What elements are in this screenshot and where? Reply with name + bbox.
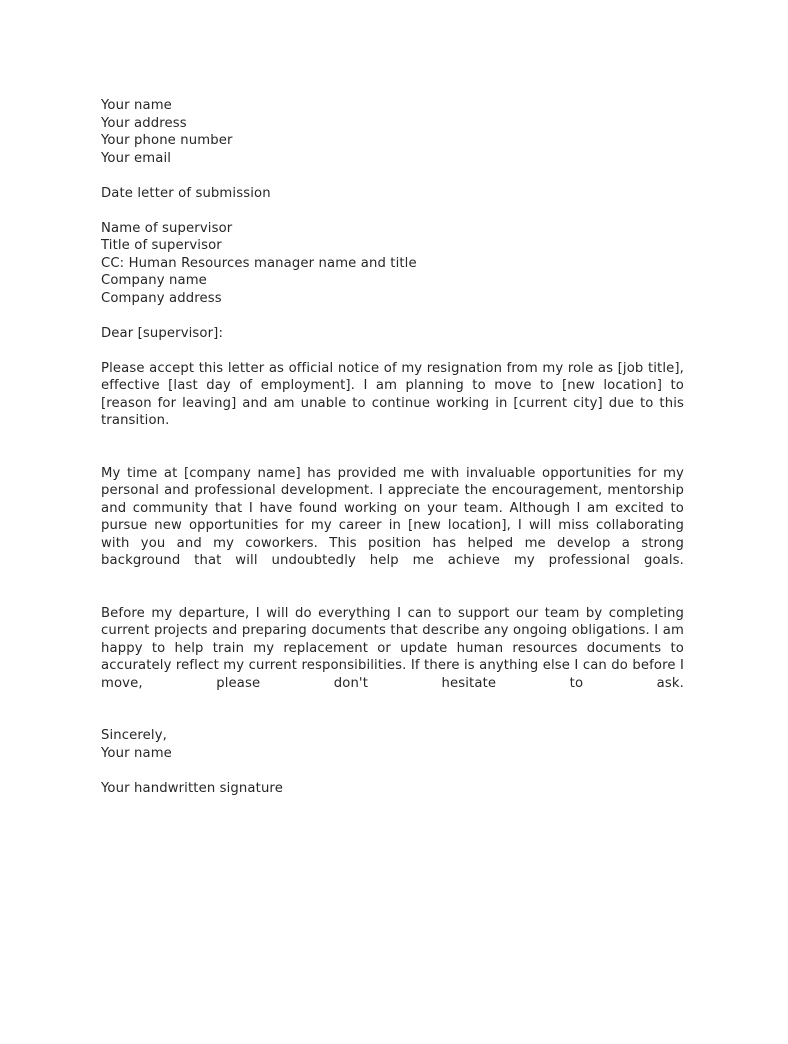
spacer-after-recipient: [101, 307, 684, 325]
body-paragraph-2: My time at [company name] has provided me with invaluable opportunities for my personal and professional development. I appreciate the encouragement, mentorship and community that I have found working on your team. Although I am excited to pursue new opportunities for my career in [new location], I will miss collaborating with you and my coworkers. This position has helped me develop a strong background that will undoubtedly help me achieve my professional goals.: [101, 465, 684, 568]
spacer-after-closing: [101, 762, 684, 780]
body-paragraph-3: Before my departure, I will do everything I can to support our team by completing current projects and preparing documents that describe any ongoing obligations. I am happy to help train my replacement or update human resources documents to accurately reflect my current responsibilities. If there is anything else I can do before I move, please don't hesitate to ask.: [101, 605, 684, 691]
sender-block: [101, 97, 684, 167]
closing-name: Your name: [101, 745, 172, 761]
signature-placeholder: Your handwritten signature: [101, 780, 283, 796]
date-block: [101, 185, 684, 203]
recipient-block: [101, 220, 684, 308]
salutation: Dear [supervisor]:: [101, 325, 224, 341]
closing-block: [101, 727, 684, 762]
sender-address: Your address: [101, 115, 187, 131]
recipient-supervisor-name: Name of supervisor: [101, 220, 233, 236]
spacer-after-date: [101, 202, 684, 220]
recipient-cc-line: CC: Human Resources manager name and title: [101, 255, 417, 271]
sender-phone: Your phone number: [101, 133, 233, 148]
recipient-supervisor-title: Title of supervisor: [101, 238, 222, 253]
spacer-after-paragraph-3: [101, 710, 684, 728]
sender-email: Your email: [101, 150, 172, 166]
sender-name: Your name: [101, 98, 172, 113]
closing-valediction: Sincerely,: [101, 728, 167, 743]
body-paragraph-1: Please accept this letter as official notice of my resignation from my role as [job title], effective [last day of employment]. I am planning to move to [new location] to [reason for leaving] and am unable to continue working in [current city] due to this transition.: [101, 360, 684, 428]
spacer-after-paragraph-2: [101, 587, 684, 605]
letter-body: [101, 97, 684, 797]
date-line: Date letter of submission: [101, 185, 271, 201]
recipient-company-address: Company address: [101, 290, 222, 306]
recipient-company-name: Company name: [101, 273, 207, 288]
spacer-after-paragraph-1: [101, 447, 684, 465]
spacer-after-salutation: [101, 342, 684, 360]
spacer-after-sender: [101, 167, 684, 185]
signature-block: [101, 780, 684, 798]
